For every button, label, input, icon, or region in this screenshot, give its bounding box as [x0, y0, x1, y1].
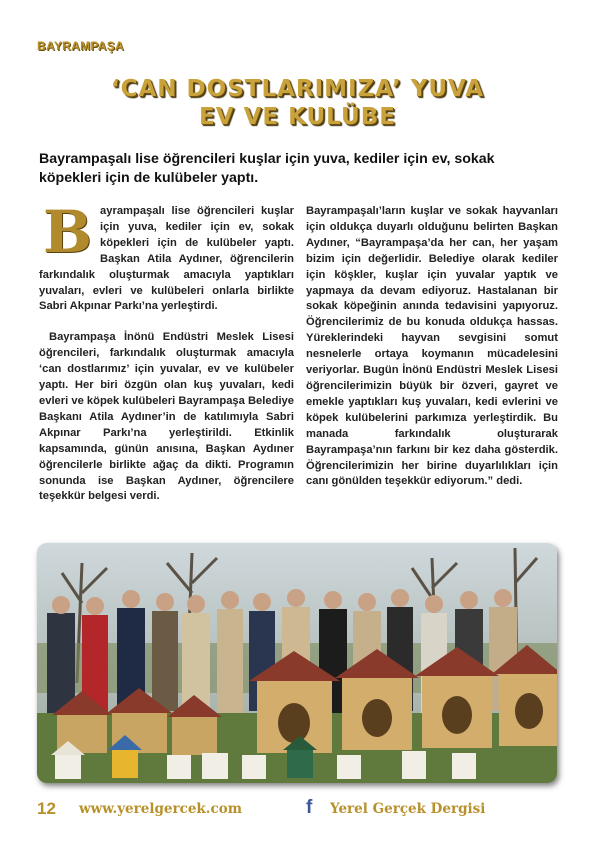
event-photo: [37, 543, 557, 783]
page-footer: [0, 799, 595, 821]
article-column-left: [39, 198, 294, 505]
paragraph-2: Bayrampaşa İnönü Endüstri Meslek Lisesi öğrencileri, farkındalık oluşturmak amacıyla ‘can dostlarımız’ için yuvalar, ev ve kulübeler yaptı. Her biri özgün olan kuş yuvaları, kedi evleri ve köpek kulübeleri Bayrampaşa Belediye Başkanı Atila Aydıner’in de katılımıyla Sabri Akpınar Parkı’na yerleştirildi. Etkinlik kapsamında, günün anısına, Başkan Aydıner öğrencilerle birlikte ağaç da dikti. Programın sonunda ise Başkan Aydıner, öğrencilere teşekkür belgesi verdi.: [39, 331, 294, 503]
headline-line-2: EV VE KULÜBE: [199, 104, 396, 130]
facebook-icon[interactable]: f: [306, 797, 313, 818]
event-photo-illustration: [37, 543, 557, 783]
magazine-name[interactable]: Yerel Gerçek Dergisi: [330, 801, 486, 817]
article-column-right: [306, 204, 558, 490]
section-label: BAYRAMPAŞA: [37, 39, 125, 53]
paragraph-1: ayrampaşalı lise öğrencileri kuşlar için yuva, kediler için ev, sokak köpekleri için de kulübeler yaptı. Başkan Atila Aydıner, öğrencilerin farkındalık oluşturmak amacıyla yaptıkları yuvaları, evleri ve kulübeleri onlarla birlikte Sabri Akpınar Parkı’na yerleştirdi.: [39, 205, 294, 313]
drop-cap: B: [43, 198, 93, 266]
paragraph-3: Bayrampaşalı’ların kuşlar ve sokak hayvanları için oldukça duyarlı olduğunu belirten Başkan Aydıner, “Bayrampaşa’da her can, her yaşam bizim için değerlidir. Belediye olarak kediler için köşkler, kuşlar için yuvalar yaptık ve yapmaya da devam ediyoruz. Hastalanan bir sokak köpeğinin anında tedavisini yapıyoruz. Öğrencilerimiz de bu konuda oldukça hassas. Yüreklerindeki hayvan sevgisini somut nesnelerle ortaya koymanın mücadelesini veriyorlar. Bugün İnönü Endüstri Meslek Lisesi öğrencilerimizin büyük bir özveri, gayret ve emekle yaptıkları kuş yuvaları, kedi evlerini ve köpek kulübelerini parkımıza yerleştirdik. Bu manada farkındalık oluşturarak Bayrampaşa’nın farkını bir kez daha gösterdik. Öğrencilerimizin her birine duyarlılıkları için canı gönülden teşekkür ediyorum.” dedi.: [306, 205, 558, 488]
page-number: 12: [37, 799, 56, 818]
lead-paragraph: Bayrampaşalı lise öğrencileri kuşlar için yuva, kediler için ev, sokak köpekleri için de kulübeler yaptı.: [39, 151, 495, 186]
headline-line-1: ‘CAN DOSTLARIMIZA’ YUVA: [110, 76, 485, 102]
website-link[interactable]: www.yerelgercek.com: [79, 801, 242, 817]
